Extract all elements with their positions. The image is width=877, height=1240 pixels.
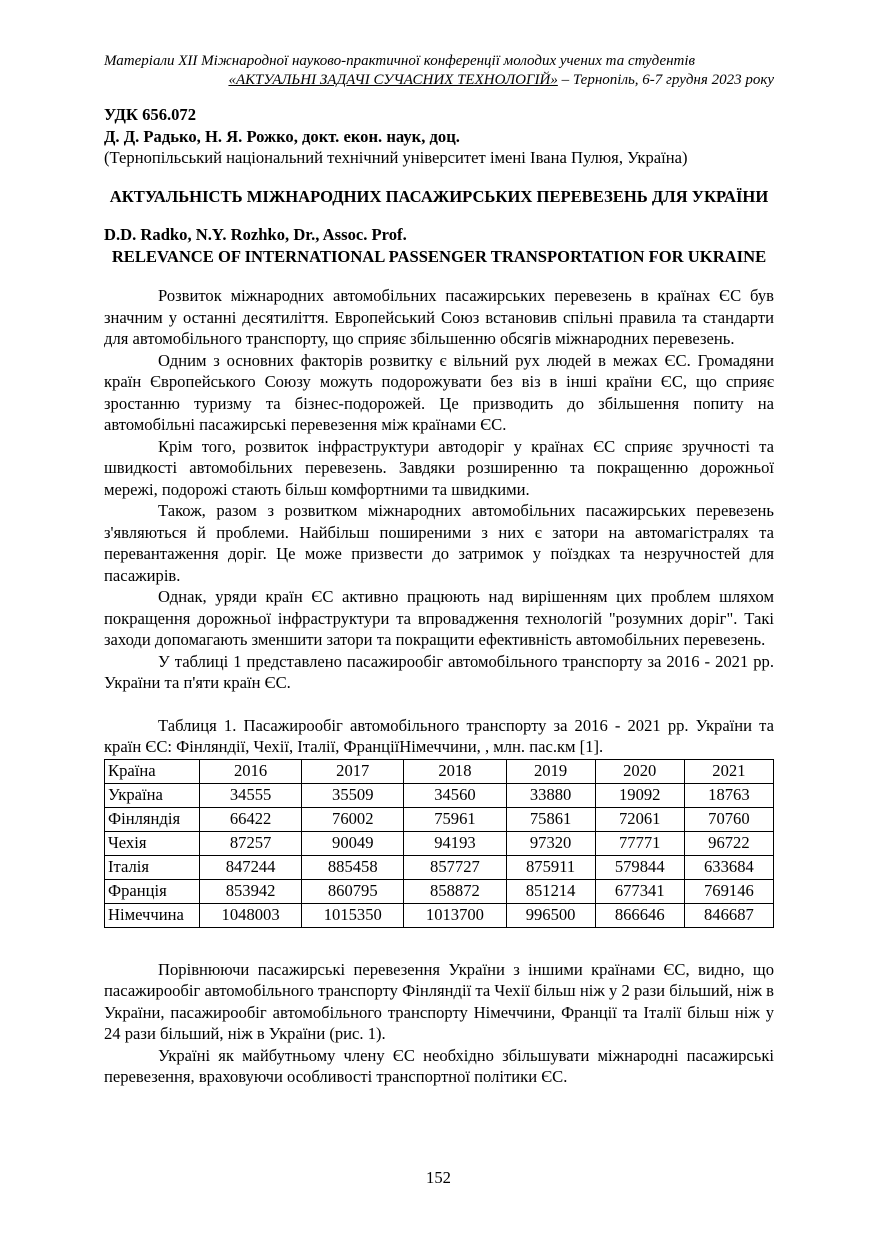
body-text bbox=[104, 285, 774, 694]
value-cell: 75961 bbox=[404, 807, 506, 831]
value-cell: 1013700 bbox=[404, 903, 506, 927]
value-cell: 33880 bbox=[506, 783, 595, 807]
header-conference-name: «АКТУАЛЬНІ ЗАДАЧІ СУЧАСНИХ ТЕХНОЛОГІЙ» bbox=[228, 72, 558, 88]
header-line-2 bbox=[104, 71, 774, 90]
table-row bbox=[105, 783, 774, 807]
value-cell: 35509 bbox=[302, 783, 404, 807]
value-cell: 1048003 bbox=[200, 903, 302, 927]
article-content bbox=[104, 104, 774, 1088]
value-cell: 866646 bbox=[595, 903, 684, 927]
value-cell: 19092 bbox=[595, 783, 684, 807]
value-cell: 34555 bbox=[200, 783, 302, 807]
value-cell: 77771 bbox=[595, 831, 684, 855]
page-number: 152 bbox=[426, 1168, 451, 1187]
header-place-date: – Тернопіль, 6-7 грудня 2023 року bbox=[557, 72, 774, 88]
country-cell: Італія bbox=[105, 855, 200, 879]
value-cell: 66422 bbox=[200, 807, 302, 831]
table-row bbox=[105, 855, 774, 879]
udk-code: УДК 656.072 bbox=[104, 105, 197, 124]
table-header-cell: 2021 bbox=[684, 759, 773, 783]
table-header-cell: 2018 bbox=[404, 759, 506, 783]
paragraph: Порівнюючи пасажирські перевезення України з іншими країнами ЄС, видно, що пасажирообіг автомобільного транспорту Фінляндії та Чехії більш ніж у 2 рази більший, ніж в України, пасажирообіг автомобільного транспорту Німеччини, Франції та Італії більш ніж у 24 рази більший, ніж в України (рис. 1). bbox=[104, 959, 774, 1043]
table-caption: Таблиця 1. Пасажирообіг автомобільного транспорту за 2016 - 2021 рр. України та країн ЄС: Фінляндії, Чехії, Італії, ФранціїНімеччини, , млн. пас.км [1]. bbox=[104, 715, 774, 756]
paragraph: Крім того, розвиток інфраструктури автодоріг у країнах ЄС сприяє зручності та швидкості автомобільних перевезень. Завдяки розширенню та покращенню дорожньої мережі, подорожі стають більш комфортними та швидкими. bbox=[104, 436, 774, 499]
paragraph: Також, разом з розвитком міжнародних автомобільних пасажирських перевезень з'являються й проблеми. Найбільш поширеними з них є затори на автомагістралях та перевантаження доріг. Це може призвести до затримок у поїздках та незручностей для пасажирів. bbox=[104, 501, 774, 585]
country-cell: Франція bbox=[105, 879, 200, 903]
value-cell: 70760 bbox=[684, 807, 773, 831]
affiliation: (Тернопільський національний технічний університет імені Івана Пулюя, Україна) bbox=[104, 148, 688, 167]
value-cell: 76002 bbox=[302, 807, 404, 831]
table-row bbox=[105, 807, 774, 831]
value-cell: 87257 bbox=[200, 831, 302, 855]
table-row bbox=[105, 831, 774, 855]
table-row bbox=[105, 903, 774, 927]
paragraph: Розвиток міжнародних автомобільних пасажирських перевезень в країнах ЄС був значним у останні десятиліття. Европейський Союз встановив спільні правила та стандарти для автомобільного транспорту, що сприяє збільшенню обсягів міжнародних перевезень. bbox=[104, 286, 774, 348]
value-cell: 72061 bbox=[595, 807, 684, 831]
value-cell: 34560 bbox=[404, 783, 506, 807]
title-ua: АКТУАЛЬНІСТЬ МІЖНАРОДНИХ ПАСАЖИРСЬКИХ ПЕРЕВЕЗЕНЬ ДЛЯ УКРАЇНИ bbox=[109, 186, 769, 206]
value-cell: 579844 bbox=[595, 855, 684, 879]
passenger-turnover-table bbox=[104, 759, 774, 928]
value-cell: 851214 bbox=[506, 879, 595, 903]
country-cell: Україна bbox=[105, 783, 200, 807]
table-header-cell: 2017 bbox=[302, 759, 404, 783]
value-cell: 75861 bbox=[506, 807, 595, 831]
value-cell: 1015350 bbox=[302, 903, 404, 927]
country-cell: Чехія bbox=[105, 831, 200, 855]
paragraph: Україні як майбутньому члену ЄС необхідно збільшувати міжнародні пасажирські перевезення, враховуючи особливості транспортної політики ЄС. bbox=[104, 1045, 774, 1086]
authors-ua: Д. Д. Радько, Н. Я. Рожко, докт. екон. наук, доц. bbox=[104, 126, 460, 146]
header-line-1: Матеріали XІІ Міжнародної науково-практичної конференції молодих учених та студентів bbox=[104, 53, 696, 69]
authors-en: D.D. Radko, N.Y. Rozhko, Dr., Assoc. Prof. bbox=[104, 225, 407, 244]
table-header-cell: Країна bbox=[105, 759, 200, 783]
value-cell: 677341 bbox=[595, 879, 684, 903]
table-header-row bbox=[105, 759, 774, 783]
value-cell: 885458 bbox=[302, 855, 404, 879]
table-header-cell: 2020 bbox=[595, 759, 684, 783]
value-cell: 857727 bbox=[404, 855, 506, 879]
country-cell: Німеччина bbox=[105, 903, 200, 927]
title-en: RELEVANCE OF INTERNATIONAL PASSENGER TRANSPORTATION FOR UKRAINE bbox=[111, 246, 767, 266]
value-cell: 97320 bbox=[506, 831, 595, 855]
paragraph: Одним з основних факторів розвитку є вільний рух людей в межах ЄС. Громадяни країн Європейського Союзу можуть подорожувати без віз в інші країни ЄС, що сприяє зростанню туризму та бізнес-подорожей. Це призводить до збільшення попиту на автомобільні пасажирські перевезення між країнами ЄС. bbox=[104, 350, 774, 434]
paragraph: Однак, уряди країн ЄС активно працюють над вирішенням цих проблем шляхом покращення дорожньої інфраструктури та впровадження технологій "розумних доріг". Такі заходи допомагають зменшити затори та покращити ефективність автомобільних перевезень. bbox=[104, 587, 774, 649]
value-cell: 996500 bbox=[506, 903, 595, 927]
country-cell: Фінляндія bbox=[105, 807, 200, 831]
conference-header bbox=[104, 52, 774, 90]
value-cell: 96722 bbox=[684, 831, 773, 855]
value-cell: 847244 bbox=[200, 855, 302, 879]
value-cell: 94193 bbox=[404, 831, 506, 855]
value-cell: 858872 bbox=[404, 879, 506, 903]
table-row bbox=[105, 879, 774, 903]
conclusion-text bbox=[104, 959, 774, 1088]
value-cell: 90049 bbox=[302, 831, 404, 855]
value-cell: 875911 bbox=[506, 855, 595, 879]
value-cell: 853942 bbox=[200, 879, 302, 903]
table-header-cell: 2019 bbox=[506, 759, 595, 783]
value-cell: 860795 bbox=[302, 879, 404, 903]
value-cell: 846687 bbox=[684, 903, 773, 927]
table-header-cell: 2016 bbox=[200, 759, 302, 783]
value-cell: 769146 bbox=[684, 879, 773, 903]
value-cell: 633684 bbox=[684, 855, 773, 879]
value-cell: 18763 bbox=[684, 783, 773, 807]
paragraph: У таблиці 1 представлено пасажирообіг автомобільного транспорту за 2016 - 2021 рр. України та п'яти країн ЄС. bbox=[104, 651, 774, 692]
